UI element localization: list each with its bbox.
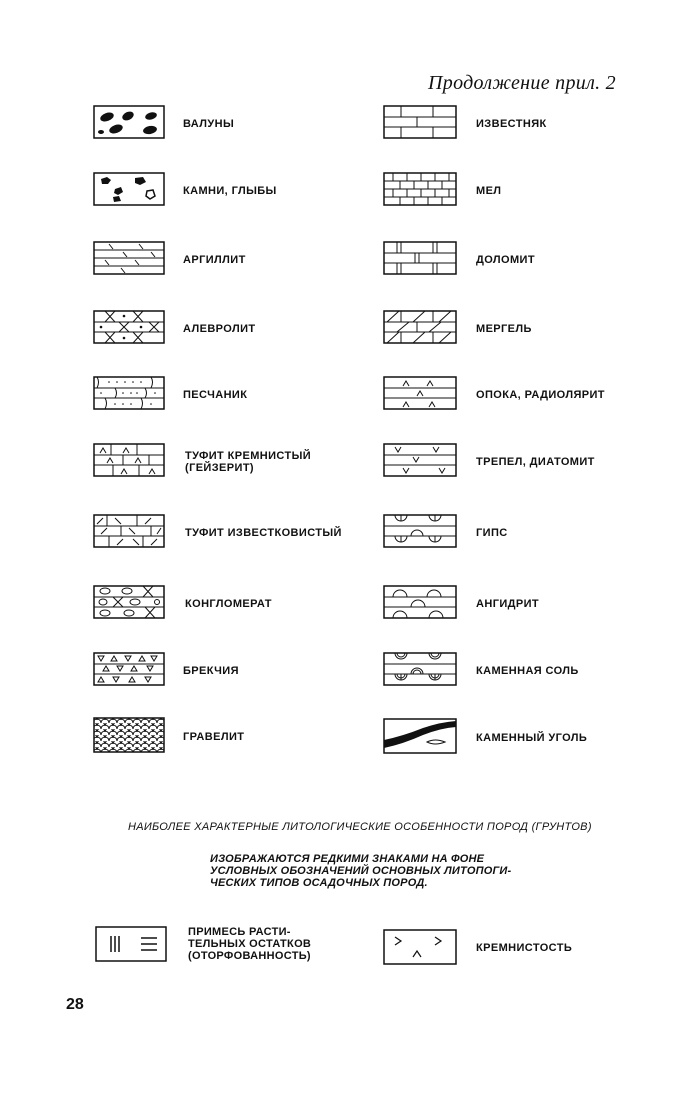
legend-label: КАМЕННЫЙ УГОЛЬ [476, 732, 588, 744]
gypsum-icon [383, 514, 457, 548]
legend-label: КОНГЛОМЕРАТ [185, 598, 272, 610]
notes-title: НАИБОЛЕЕ ХАРАКТЕРНЫЕ ЛИТОЛОГИЧЕСКИЕ ОСОБЕННОСТИ ПОРОД (ГРУНТОВ) [128, 821, 592, 833]
rock-salt-icon [383, 652, 457, 686]
legend-label: ДОЛОМИТ [476, 254, 535, 266]
plant-remains-label [188, 926, 311, 962]
silicification-icon [383, 929, 457, 965]
plant-remains-icon [95, 926, 167, 962]
plant-remains-line: ТЕЛЬНЫХ ОСТАТКОВ [188, 938, 312, 950]
legend-item-breccia [93, 652, 343, 686]
legend-item-aleurolite [93, 310, 343, 344]
legend-item-opoka [383, 376, 663, 410]
legend-item-tripoli [383, 443, 663, 477]
anhydrite-icon [383, 585, 457, 619]
legend-label: ИЗВЕСТНЯК [476, 118, 547, 130]
tripoli-diatomite-icon [383, 443, 457, 477]
legend-label: КАМНИ, ГЛЫБЫ [183, 185, 277, 197]
legend-item-calcareous-tuffite [93, 514, 353, 548]
legend-label: ГИПС [476, 527, 508, 539]
notes-line: ИЗОБРАЖАЮТСЯ РЕДКИМИ ЗНАКАМИ НА ФОНЕ [210, 853, 485, 865]
legend-item-limestone [383, 105, 633, 139]
legend-item-gravelite [93, 717, 343, 751]
legend-label: АЛЕВРОЛИТ [183, 323, 256, 335]
legend-label-line2: (ГЕЙЗЕРИТ) [185, 462, 254, 474]
aleurolite-icon [93, 310, 165, 344]
legend-label: ГРАВЕЛИТ [183, 731, 245, 743]
chalk-icon [383, 172, 457, 206]
notes-body [210, 853, 512, 889]
breccia-icon [93, 652, 165, 686]
legend-label: ТУФИТ ИЗВЕСТКОВИСТЫЙ [185, 527, 342, 539]
stones-blocks-icon [93, 172, 165, 206]
sandstone-icon [93, 376, 165, 410]
notes-line: ЧЕСКИХ ТИПОВ ОСАДОЧНЫХ ПОРОД. [210, 877, 428, 889]
legend-label: ОПОКА, РАДИОЛЯРИТ [476, 389, 605, 401]
legend-item-coal [383, 718, 633, 752]
legend-label: ТРЕПЕЛ, ДИАТОМИТ [476, 456, 595, 468]
conglomerate-icon [93, 585, 165, 619]
opoka-radiolarite-icon [383, 376, 457, 410]
legend-item-argillite [93, 241, 343, 275]
marl-icon [383, 310, 457, 344]
legend-item-stones [93, 172, 343, 206]
limestone-icon [383, 105, 457, 139]
notes-line: УСЛОВНЫХ ОБОЗНАЧЕНИЙ ОСНОВНЫХ ЛИТОПОГИ- [210, 865, 512, 877]
siliceous-tuffite-icon [93, 443, 165, 477]
legend-item-sandstone [93, 376, 343, 410]
legend-item-siliceous-tuffite [93, 443, 353, 477]
gravelite-icon [93, 717, 165, 753]
legend-label: АРГИЛЛИТ [183, 254, 246, 266]
legend-item-silicification [383, 929, 633, 965]
legend-item-dolomite [383, 241, 633, 275]
plant-remains-line: ПРИМЕСЬ РАСТИ- [188, 926, 291, 938]
legend-label: БРЕКЧИЯ [183, 665, 239, 677]
plant-remains-line: (ОТОРФОВАННОСТЬ) [188, 950, 311, 962]
argillite-icon [93, 241, 165, 275]
legend-label: ТУФИТ КРЕМНИСТЫЙ [185, 450, 312, 462]
legend-item-marl [383, 310, 633, 344]
page-header: Продолжение прил. 2 [428, 72, 616, 94]
coal-icon [383, 718, 457, 754]
legend-label: КРЕМНИСТОСТЬ [476, 942, 573, 954]
legend-label: ВАЛУНЫ [183, 118, 235, 130]
legend-item-boulders [93, 105, 343, 139]
legend-label: КАМЕННАЯ СОЛЬ [476, 665, 579, 677]
legend-label: ПЕСЧАНИК [183, 389, 248, 401]
page-number: 28 [66, 996, 84, 1013]
boulders-icon [93, 105, 165, 139]
legend-item-gypsum [383, 514, 633, 548]
dolomite-icon [383, 241, 457, 275]
legend-label: АНГИДРИТ [476, 598, 540, 610]
legend-label: МЕЛ [476, 185, 502, 197]
legend-item-chalk [383, 172, 633, 206]
legend-item-anhydrite [383, 585, 633, 619]
legend-label: МЕРГЕЛЬ [476, 323, 532, 335]
legend-item-conglomerate [93, 585, 343, 619]
legend-item-rock-salt [383, 652, 633, 686]
calcareous-tuffite-icon [93, 514, 165, 548]
